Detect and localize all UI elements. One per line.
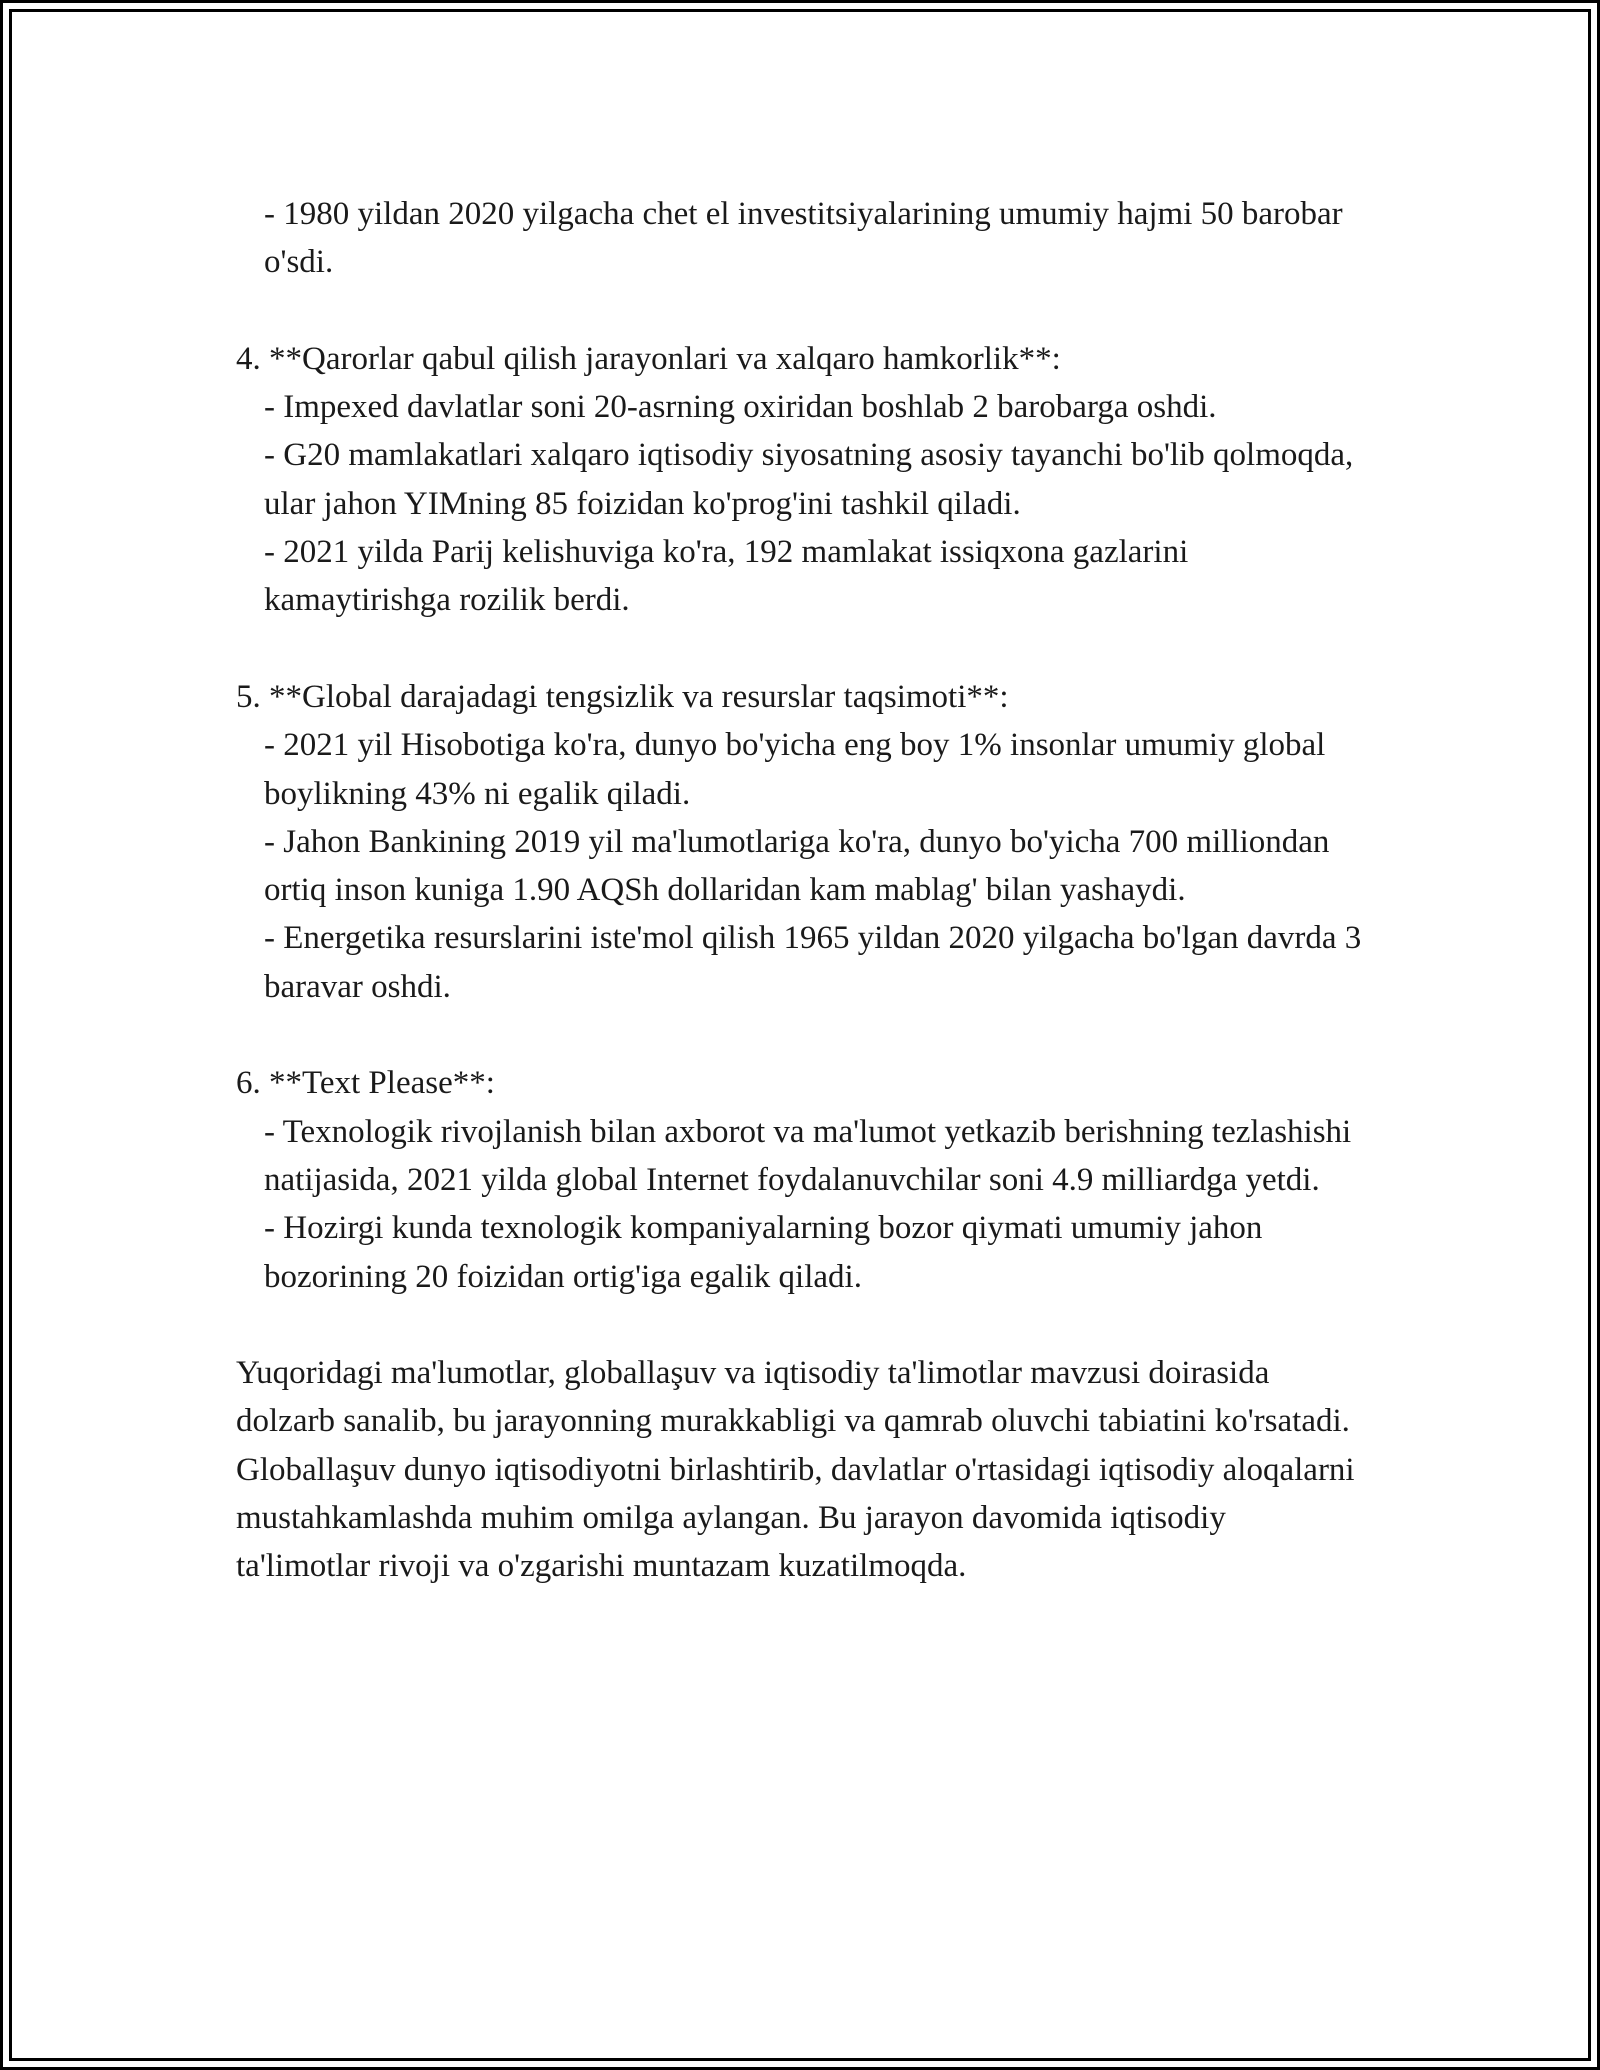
section-heading: 5. **Global darajadagi tengsizlik va resurslar taqsimoti**: xyxy=(236,678,1009,715)
section-4 xyxy=(236,335,1366,625)
bullet-item: - 2021 yilda Parij kelishuviga ko'ra, 192 mamlakat issiqxona gazlarini kamaytirishga rozilik berdi. xyxy=(264,534,1189,619)
section-6 xyxy=(236,1059,1366,1300)
section-5 xyxy=(236,673,1366,1011)
bullet-item: - Energetika resurslarini iste'mol qilish 1965 yildan 2020 yilgacha bo'lgan davrda 3 baravar oshdi. xyxy=(264,920,1362,1005)
summary-text: Yuqoridagi ma'lumotlar, globallaşuv va iqtisodiy ta'limotlar mavzusi doirasida dolzarb sanalib, bu jarayonning murakkabligi va qamrab oluvchi tabiatini ko'rsatadi. Globallaşuv dunyo iqtisodiyotni birlashtirib, davlatlar o'rtasidagi iqtisodiy aloqalarni mustahkamlashda muhim omilga aylangan. Bu jarayon davomida iqtisodiy ta'limotlar rivoji va o'zgarishi muntazam kuzatilmoqda. xyxy=(236,1355,1355,1585)
bullet-item: - 1980 yildan 2020 yilgacha chet el investitsiyalarining umumiy hajmi 50 barobar o'sdi. xyxy=(264,196,1343,281)
document-body xyxy=(236,190,1366,1591)
intro-block xyxy=(236,190,1366,287)
bullet-item: - Jahon Bankining 2019 yil ma'lumotlariga ko'ra, dunyo bo'yicha 700 milliondan ortiq inson kuniga 1.90 AQSh dollaridan kam mablag' bilan yashaydi. xyxy=(264,823,1330,909)
summary-paragraph xyxy=(236,1349,1366,1590)
bullet-item: - Impexed davlatlar soni 20-asrning oxiridan boshlab 2 barobarga oshdi. xyxy=(264,389,1217,426)
section-heading: 4. **Qarorlar qabul qilish jarayonlari va xalqaro hamkorlik**: xyxy=(236,340,1061,377)
bullet-item: - G20 mamlakatlari xalqaro iqtisodiy siyosatning asosiy tayanchi bo'lib qolmoqda, ular jahon YIMning 85 foizidan ko'prog'ini tashkil qiladi. xyxy=(264,437,1354,522)
bullet-item: - 2021 yil Hisobotiga ko'ra, dunyo bo'yicha eng boy 1% insonlar umumiy global boylikning 43% ni egalik qiladi. xyxy=(264,727,1326,812)
bullet-item: - Hozirgi kunda texnologik kompaniyalarning bozor qiymati umumiy jahon bozorining 20 foizidan ortig'iga egalik qiladi. xyxy=(264,1210,1263,1295)
bullet-item: - Texnologik rivojlanish bilan axborot va ma'lumot yetkazib berishning tezlashishi natijasida, 2021 yilda global Internet foydalanuvchilar soni 4.9 milliardga yetdi. xyxy=(264,1113,1352,1198)
section-heading: 6. **Text Please**: xyxy=(236,1065,495,1102)
